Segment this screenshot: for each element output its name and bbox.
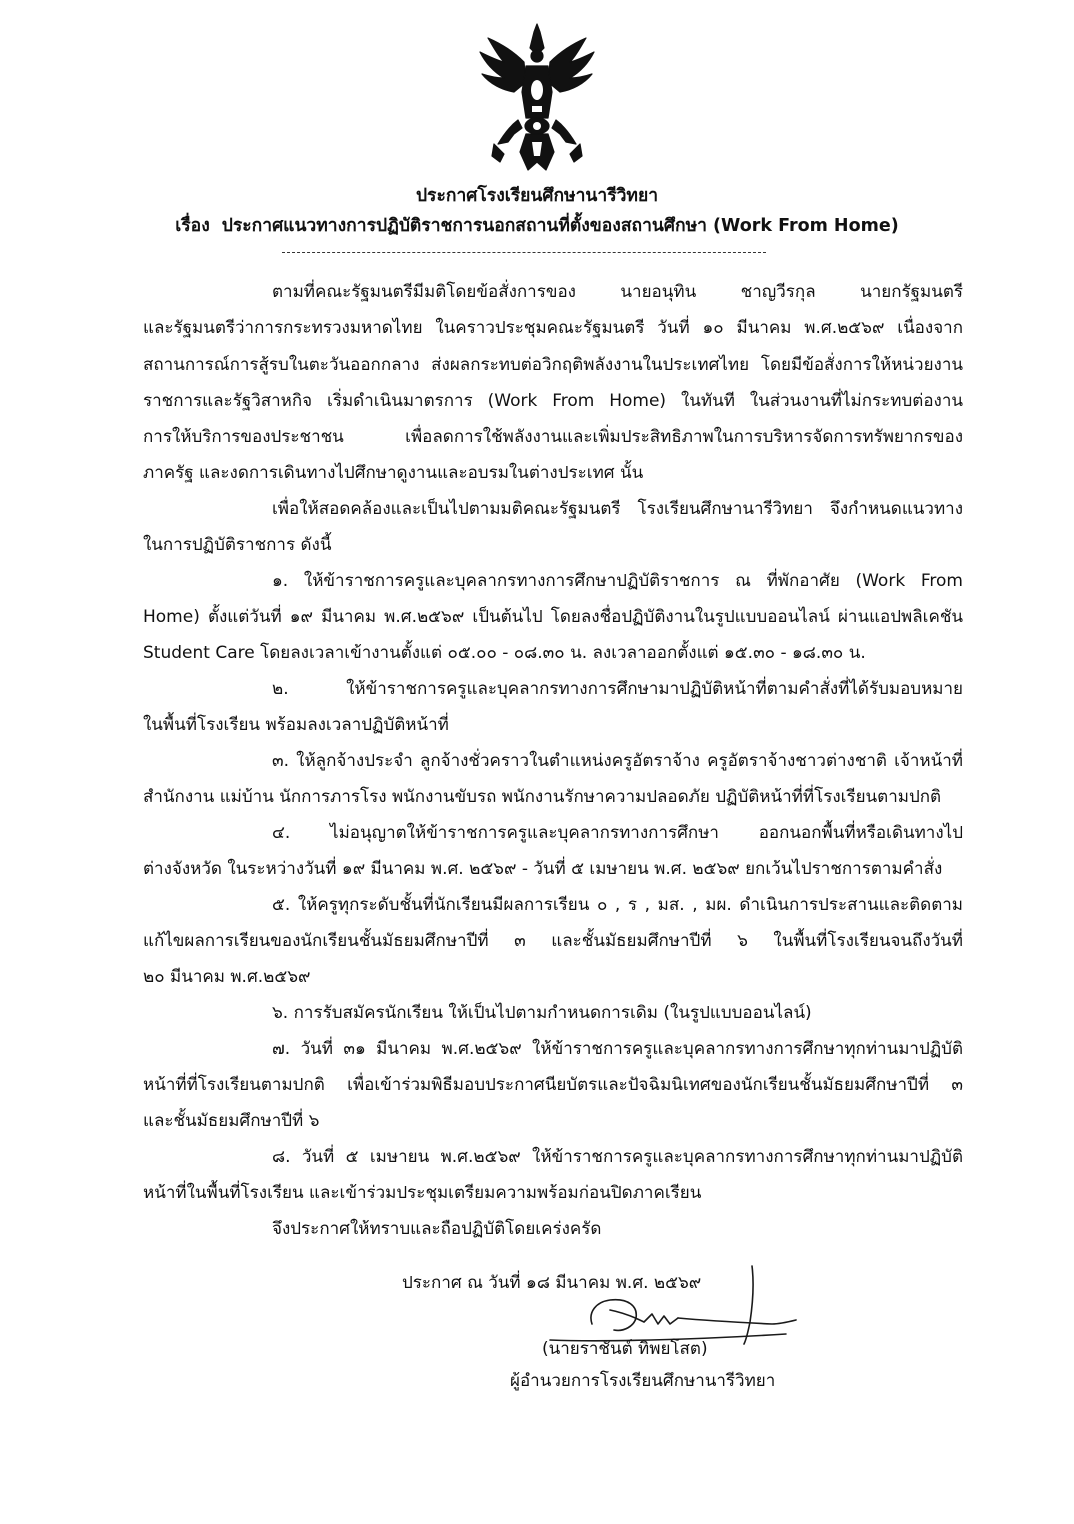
- item-3-line: สำนักงาน แม่บ้าน นักการภารโรง พนักงานขับรถ พนักงานรักษาความปลอดภัย ปฏิบัติหน้าที่ที่โรงเรียนตามปกติ: [143, 787, 942, 807]
- intro-line: ตามที่คณะรัฐมนตรีมีมติโดยข้อสั่งการของ นายอนุทิน ชาญวีรกุล นายกรัฐมนตรี: [272, 282, 963, 302]
- item-5-line: แก้ไขผลการเรียนของนักเรียนชั้นมัธยมศึกษาปีที่ ๓ และชั้นมัธยมศึกษาปีที่ ๖ ในพื้นที่โรงเรียนจนถึงวันที่: [143, 931, 963, 951]
- purpose-line: เพื่อให้สอดคล้องและเป็นไปตามมติคณะรัฐมนตรี โรงเรียนศึกษานารีวิทยา จึงกำหนดแนวทาง: [272, 499, 963, 519]
- item-1-line: ๑. ให้ข้าราชการครูและบุคลากรทางการศึกษาปฏิบัติราชการ ณ ที่พักอาศัย (Work From: [272, 571, 963, 591]
- item-2-line: ในพื้นที่โรงเรียน พร้อมลงเวลาปฏิบัติหน้าที่: [143, 715, 449, 735]
- intro-line: ภาครัฐ และงดการเดินทางไปศึกษาดูงานและอบรมในต่างประเทศ นั้น: [143, 463, 644, 483]
- announcement-date: ประกาศ ณ วันที่ ๑๘ มีนาคม พ.ศ. ๒๕๖๙: [402, 1273, 702, 1293]
- signer-name: (นายราชันต์ ทิพยโสต): [542, 1339, 708, 1359]
- item-1-line: Student Care โดยลงเวลาเข้างานตั้งแต่ ๐๕.๐๐ - ๐๘.๓๐ น. ลงเวลาออกตั้งแต่ ๑๕.๓๐ - ๑๘.๓๐ น.: [143, 643, 866, 663]
- garuda-emblem-icon: [474, 22, 600, 174]
- subject-text: ประกาศแนวทางการปฏิบัติราชการนอกสถานที่ตั้งของสถานศึกษา (Work From Home): [221, 216, 899, 236]
- signer-position: ผู้อำนวยการโรงเรียนศึกษานารีวิทยา: [510, 1371, 776, 1391]
- item-4-line: ๔. ไม่อนุญาตให้ข้าราชการครูและบุคลากรทางการศึกษา ออกนอกพื้นที่หรือเดินทางไป: [272, 823, 963, 843]
- item-1-line: Home) ตั้งแต่วันที่ ๑๙ มีนาคม พ.ศ.๒๕๖๙ เป็นต้นไป โดยลงชื่อปฏิบัติงานในรูปแบบออนไลน์ ผ่านแอปพลิเคชัน: [143, 607, 963, 627]
- item-7-line: ๗. วันที่ ๓๑ มีนาคม พ.ศ.๒๕๖๙ ให้ข้าราชการครูและบุคลากรทางการศึกษาทุกท่านมาปฏิบัติ: [272, 1039, 963, 1059]
- subject-label: เรื่อง: [175, 216, 210, 236]
- item-5-line: ๕. ให้ครูทุกระดับชั้นที่นักเรียนมีผลการเรียน ๐ , ร , มส. , มผ. ดำเนินการประสานและติดตาม: [272, 895, 963, 915]
- item-8-line: ๘. วันที่ ๕ เมษายน พ.ศ.๒๕๖๙ ให้ข้าราชการครูและบุคลากรทางการศึกษาทุกท่านมาปฏิบัติ: [272, 1147, 963, 1167]
- item-6-line: ๖. การรับสมัครนักเรียน ให้เป็นไปตามกำหนดการเดิม (ในรูปแบบออนไลน์): [272, 1003, 812, 1023]
- item-5-line: ๒๐ มีนาคม พ.ศ.๒๕๖๙: [143, 967, 311, 987]
- announcement-subject: [0, 212, 1074, 240]
- intro-line: ราชการและรัฐวิสาหกิจ เริ่มดำเนินมาตรการ (Work From Home) ในทันที ในส่วนงานที่ไม่กระทบต่องาน: [143, 391, 963, 411]
- announcement-title: ประกาศโรงเรียนศึกษานารีวิทยา: [415, 186, 659, 206]
- title-divider: [282, 252, 766, 253]
- purpose-line: ในการปฏิบัติราชการ ดังนี้: [143, 535, 332, 555]
- intro-line: และรัฐมนตรีว่าการกระทรวงมหาดไทย ในคราวประชุมคณะรัฐมนตรี วันที่ ๑๐ มีนาคม พ.ศ.๒๕๖๙ เนื่องจาก: [143, 318, 963, 338]
- item-3-line: ๓. ให้ลูกจ้างประจำ ลูกจ้างชั่วคราวในตำแหน่งครูอัตราจ้าง ครูอัตราจ้างชาวต่างชาติ เจ้าหน้าที่: [272, 751, 963, 771]
- item-7-line: และชั้นมัธยมศึกษาปีที่ ๖: [143, 1111, 320, 1131]
- item-8-line: หน้าที่ในพื้นที่โรงเรียน และเข้าร่วมประชุมเตรียมความพร้อมก่อนปิดภาคเรียน: [143, 1183, 702, 1203]
- item-4-line: ต่างจังหวัด ในระหว่างวันที่ ๑๙ มีนาคม พ.ศ. ๒๕๖๙ - วันที่ ๕ เมษายน พ.ศ. ๒๕๖๙ ยกเว้นไปราชการตามคำสั่ง: [143, 859, 943, 879]
- item-2-line: ๒. ให้ข้าราชการครูและบุคลากรทางการศึกษามาปฏิบัติหน้าที่ตามคำสั่งที่ได้รับมอบหมาย: [272, 679, 963, 699]
- intro-line: สถานการณ์การสู้รบในตะวันออกกลาง ส่งผลกระทบต่อวิกฤติพลังงานในประเทศไทย โดยมีข้อสั่งการให้หน่วยงาน: [143, 355, 963, 375]
- item-7-line: หน้าที่ที่โรงเรียนตามปกติ เพื่อเข้าร่วมพิธีมอบประกาศนียบัตรและปัจฉิมนิเทศของนักเรียนชั้นมัธยมศึกษาปีที่ ๓: [143, 1075, 963, 1095]
- closing-line: จึงประกาศให้ทราบและถือปฏิบัติโดยเคร่งครัด: [272, 1219, 602, 1239]
- intro-line: การให้บริการของประชาชน เพื่อลดการใช้พลังงานและเพิ่มประสิทธิภาพในการบริหารจัดการทรัพยากรของ: [143, 427, 963, 447]
